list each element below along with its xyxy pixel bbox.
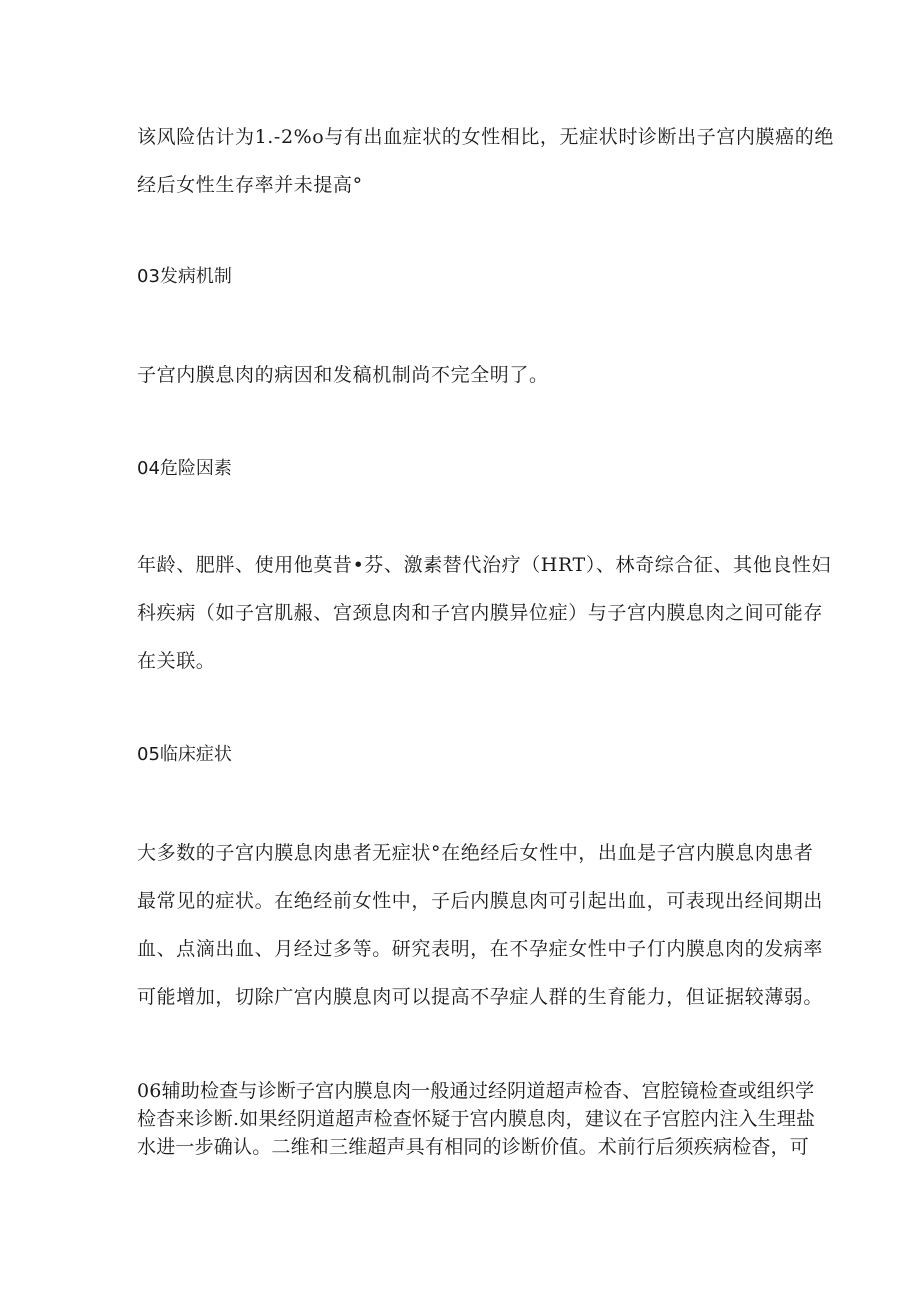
diagnosis-line-3: 水进一步确认。二维和三维超声具有相同的诊断价值。术前行后须疾病检杳，可 xyxy=(137,1136,810,1158)
symptoms-line-4: 可能增加，切除广宫内膜息肉可以提高不孕症人群的生育能力，但证据较薄弱。 xyxy=(137,986,824,1008)
diagnosis-line-2: 检杳来诊断.如果经阴道超声检查怀疑于宫内膜息肉，建议在子宫腔内注入生理盐 xyxy=(137,1108,816,1130)
section-heading-risk-factors: 04危险因素 xyxy=(137,458,232,479)
risk-factors-line-1: 年龄、肥胖、使用他莫昔•芬、激素替代治疗（HRT）、林奇综合征、其他良性妇 xyxy=(137,554,832,576)
risk-paragraph-line-1: 该风险估计为1.-2%o与有出血症状的女性相比，无症状时诊断出子宫内膜癌的绝 xyxy=(137,126,834,148)
risk-factors-line-2: 科疾病（如子宫肌赧、宫颈息肉和子宫内膜异位症）与子宫内膜息肉之间可能存 xyxy=(137,602,824,624)
section-heading-symptoms: 05临床症状 xyxy=(137,744,232,765)
section-heading-mechanism: 03发病机制 xyxy=(137,266,232,287)
symptoms-line-1: 大多数的子宫内膜息肉患者无症状°在绝经后女性中，出血是子宫内膜息肉患者 xyxy=(137,842,814,864)
symptoms-line-2: 最常见的症状。在绝经前女性中，子后内膜息肉可引起出血，可表现出经间期出 xyxy=(137,890,824,912)
risk-paragraph-line-2: 经后女性生存率并未提高° xyxy=(137,174,363,196)
symptoms-line-3: 血、点滴出血、月经过多等。研究表明，在不孕症女性中子仃内膜息肉的发病率 xyxy=(137,938,824,960)
mechanism-paragraph-line-1: 子宫内膜息肉的病因和发稿机制尚不完全明了。 xyxy=(137,364,549,386)
risk-factors-line-3: 在关联。 xyxy=(137,650,216,672)
diagnosis-line-1: 06辅助检查与诊断子宫内膜息肉一般通过经阴道超声检杳、宫腔镜检查或组织学 xyxy=(137,1080,815,1102)
